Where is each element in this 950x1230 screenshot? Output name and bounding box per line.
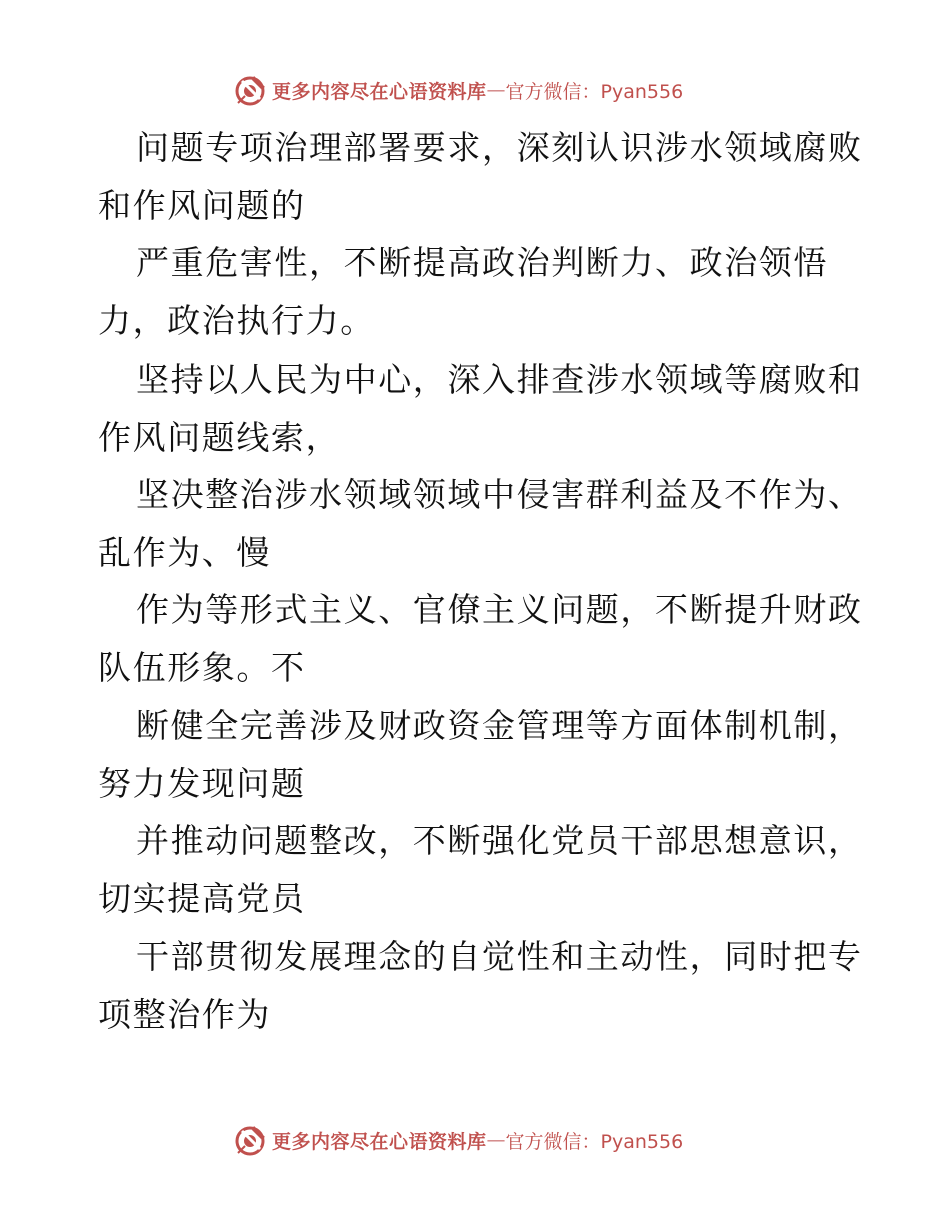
pen-logo-icon [234,1123,268,1157]
watermark-wechat-text: 官方微信：Pyan556 [505,1130,684,1153]
paragraph-1-line-1: 问题专项治理部署要求，深刻认识涉水领域腐败 [136,128,863,167]
paragraph-8-line-2: 项整治作为 [98,995,271,1034]
paragraph-8-line-1: 干部贯彻发展理念的自觉性和主动性，同时把专 [136,937,863,976]
paragraph-5-line-2: 队伍形象。不 [98,648,306,687]
pen-logo-icon [234,73,268,107]
paragraph-6-line-1: 断健全完善涉及财政资金管理等方面体制机制， [136,706,863,745]
paragraph-1-line-2: 和作风问题的 [98,186,306,225]
paragraph-4-line-2: 乱作为、慢 [98,533,271,572]
paragraph-3-line-1: 坚持以人民为中心，深入排查涉水领域等腐败和 [136,360,863,399]
watermark-wechat-text: 官方微信：Pyan556 [505,80,684,103]
watermark-separator: — [486,1129,506,1151]
paragraph-5-line-1: 作为等形式主义、官僚主义问题，不断提升财政 [136,590,863,629]
paragraph-6-line-2: 努力发现问题 [98,764,306,803]
header-watermark [234,70,683,110]
paragraph-2-line-1: 严重危害性，不断提高政治判断力、政治领悟 [136,243,828,282]
paragraph-2-line-2: 力，政治执行力。 [98,301,375,340]
watermark-site-text: 更多内容尽在心语资料库 [272,80,487,103]
footer-watermark [234,1120,683,1160]
paragraph-3-line-2: 作风问题线索， [98,418,341,457]
paragraph-7-line-2: 切实提高党员 [98,879,306,918]
paragraph-4-line-1: 坚决整治涉水领域领域中侵害群利益及不作为、 [136,475,863,514]
watermark-site-text: 更多内容尽在心语资料库 [272,1130,487,1153]
paragraph-7-line-1: 并推动问题整改，不断强化党员干部思想意识， [136,821,863,860]
watermark-separator: — [486,79,506,101]
